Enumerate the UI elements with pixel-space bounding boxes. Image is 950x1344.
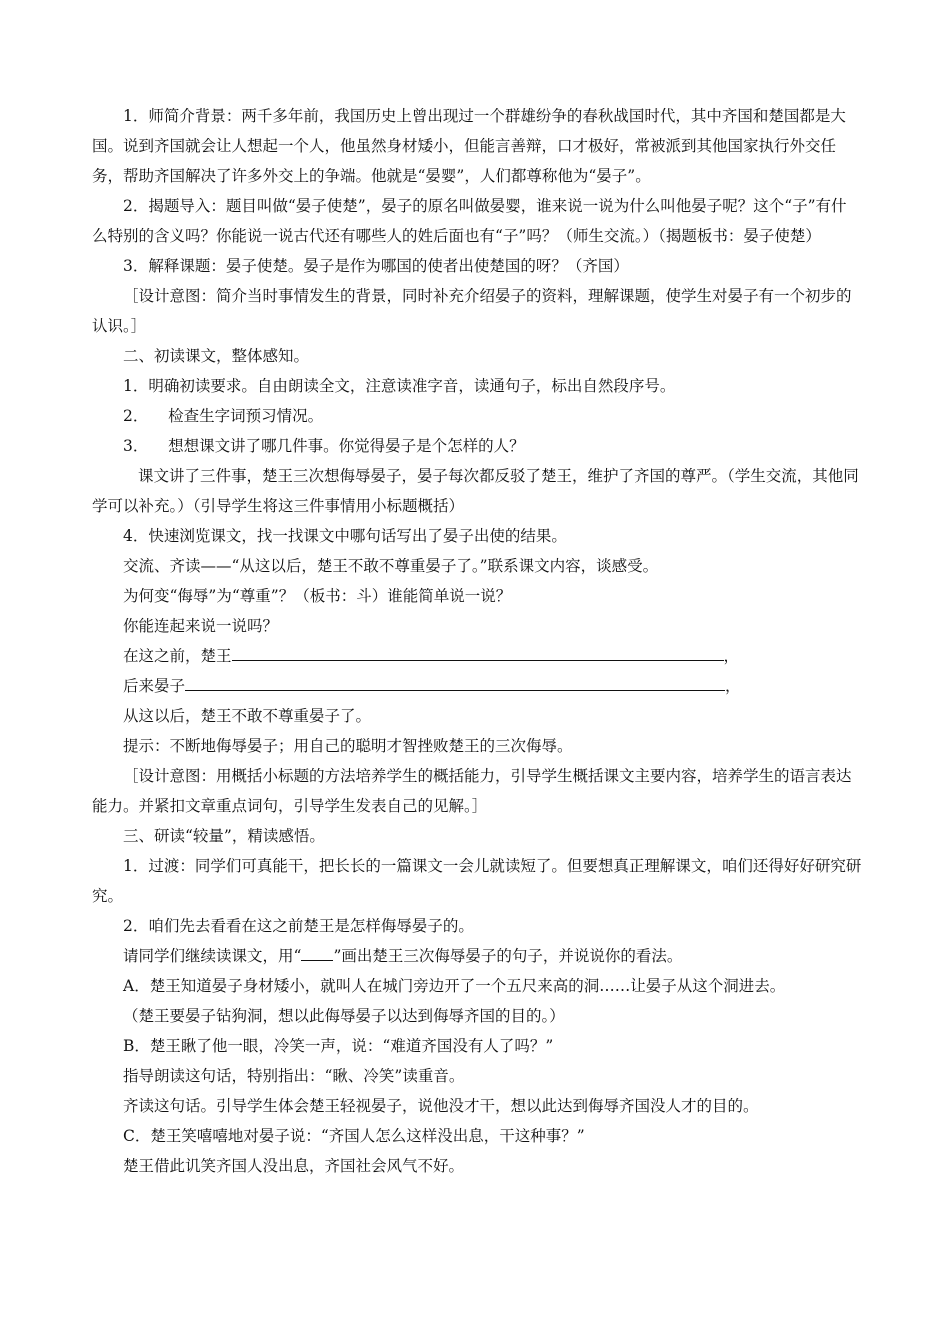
fill-blank-underline: [232, 644, 724, 661]
paragraph-transition: 1．过渡：同学们可真能干，把长长的一篇课文一会儿就读短了。但要想真正理解课文，咱们还得好好研究研究。: [92, 857, 862, 905]
fill-blank-prefix: 后来晏子: [123, 677, 186, 695]
fill-blank-underline: [185, 674, 725, 691]
paragraph-insult-a-note: （楚王要晏子钻狗洞，想以此侮辱晏子以达到侮辱齐国的目的。）: [123, 1007, 565, 1025]
instruction-prefix: 请同学们继续读课文，用“: [123, 947, 302, 965]
paragraph-title-intro: 2．揭题导入：题目叫做“晏子使楚”，晏子的原名叫做晏婴，谁来说一说为什么叫他晏子呢？这个“子”有什么特别的含义吗？你能说一说古代还有哪些人的姓后面也有“子”吗？（师生交流。）（揭题板书：晏子使楚）: [92, 197, 847, 245]
paragraph-insult-c: C．楚王笑嘻嘻地对晏子说：“齐国人怎么这样没出息，干这种事？”: [123, 1127, 585, 1145]
document-page: [92, 101, 862, 1181]
paragraph-how-insult: 2．咱们先去看看在这之前楚王是怎样侮辱晏子的。: [123, 917, 474, 935]
paragraph-why-change: 为何变“侮辱”为“尊重”？（板书：斗）谁能简单说一说？: [123, 587, 512, 605]
paragraph-think-events: 3． 想想课文讲了哪几件事。你觉得晏子是个怎样的人？: [123, 437, 525, 455]
paragraph-insult-b: B．楚王瞅了他一眼，冷笑一声，说：“难道齐国没有人了吗？”: [123, 1037, 554, 1055]
paragraph-three-events: 课文讲了三件事，楚王三次想侮辱晏子，晏子每次都反驳了楚王，维护了齐国的尊严。（学生交流，其他同学可以补充。）（引导学生将这三件事情用小标题概括）: [92, 467, 859, 515]
paragraph-mock: 楚王借此讥笑齐国人没出息，齐国社会风气不好。: [123, 1157, 465, 1175]
paragraph-insult-a: A．楚王知道晏子身材矮小，就叫人在城门旁边开了一个五尺来高的洞……让晏子从这个洞进去。: [123, 977, 786, 995]
paragraph-explain-title: 3．解释课题：晏子使楚。晏子是作为哪国的使者出使楚国的呀？（齐国）: [123, 257, 629, 275]
fill-blank-line-1: [92, 641, 862, 671]
paragraph-read-together: 齐读这句话。引导学生体会楚王轻视晏子，说他没才干，想以此达到侮辱齐国没人才的目的。: [123, 1097, 759, 1115]
fill-blank-prefix: 在这之前，楚王: [123, 647, 232, 665]
fill-blank-suffix: ，: [725, 677, 741, 695]
fill-blank-line-2: [92, 671, 862, 701]
paragraph-design-intent-2: ［设计意图：用概括小标题的方法培养学生的概括能力，引导学生概括课文主要内容，培养学生的语言表达能力。并紧扣文章重点词句，引导学生发表自己的见解。］: [92, 767, 852, 815]
instruction-suffix: ”画出楚王三次侮辱晏子的句子，并说说你的看法。: [333, 947, 683, 965]
paragraph-hint: 提示：不断地侮辱晏子；用自己的聪明才智挫败楚王的三次侮辱。: [123, 737, 573, 755]
paragraph-reading-requirements: 1．明确初读要求。自由朗读全文，注意读准字音，读通句子，标出自然段序号。: [123, 377, 676, 395]
paragraph-guide-reading: 指导朗读这句话，特别指出：“瞅、冷笑”读重音。: [123, 1067, 465, 1085]
section-heading-2: 二、初读课文，整体感知。: [123, 347, 310, 365]
paragraph-underline-instruction: [92, 941, 862, 971]
paragraph-background: 1．师简介背景：两千多年前，我国历史上曾出现过一个群雄纷争的春秋战国时代，其中齐国和楚国都是大国。说到齐国就会让人想起一个人，他虽然身材矮小，但能言善辩，口才极好，常被派到其他国家执行外交任务，帮助齐国解决了许多外交上的争端。他就是“晏婴”，人们都尊称他为“晏子”。: [92, 107, 846, 185]
paragraph-after-that: 从这以后，楚王不敢不尊重晏子了。: [123, 707, 372, 725]
paragraph-check-vocab: 2． 检查生字词预习情况。: [123, 407, 324, 425]
underline-sample: [301, 946, 333, 961]
section-heading-3: 三、研读“较量”，精读感悟。: [123, 827, 325, 845]
paragraph-connect: 你能连起来说一说吗？: [123, 617, 279, 635]
paragraph-design-intent-1: ［设计意图：简介当时事情发生的背景，同时补充介绍晏子的资料，理解课题，使学生对晏子有一个初步的认识。］: [92, 287, 852, 335]
fill-blank-suffix: ，: [723, 647, 740, 665]
paragraph-skim-text: 4．快速浏览课文，找一找课文中哪句话写出了晏子出使的结果。: [123, 527, 567, 545]
paragraph-read-aloud: 交流、齐读——“从这以后，楚王不敢不尊重晏子了。”联系课文内容，谈感受。: [123, 557, 659, 575]
